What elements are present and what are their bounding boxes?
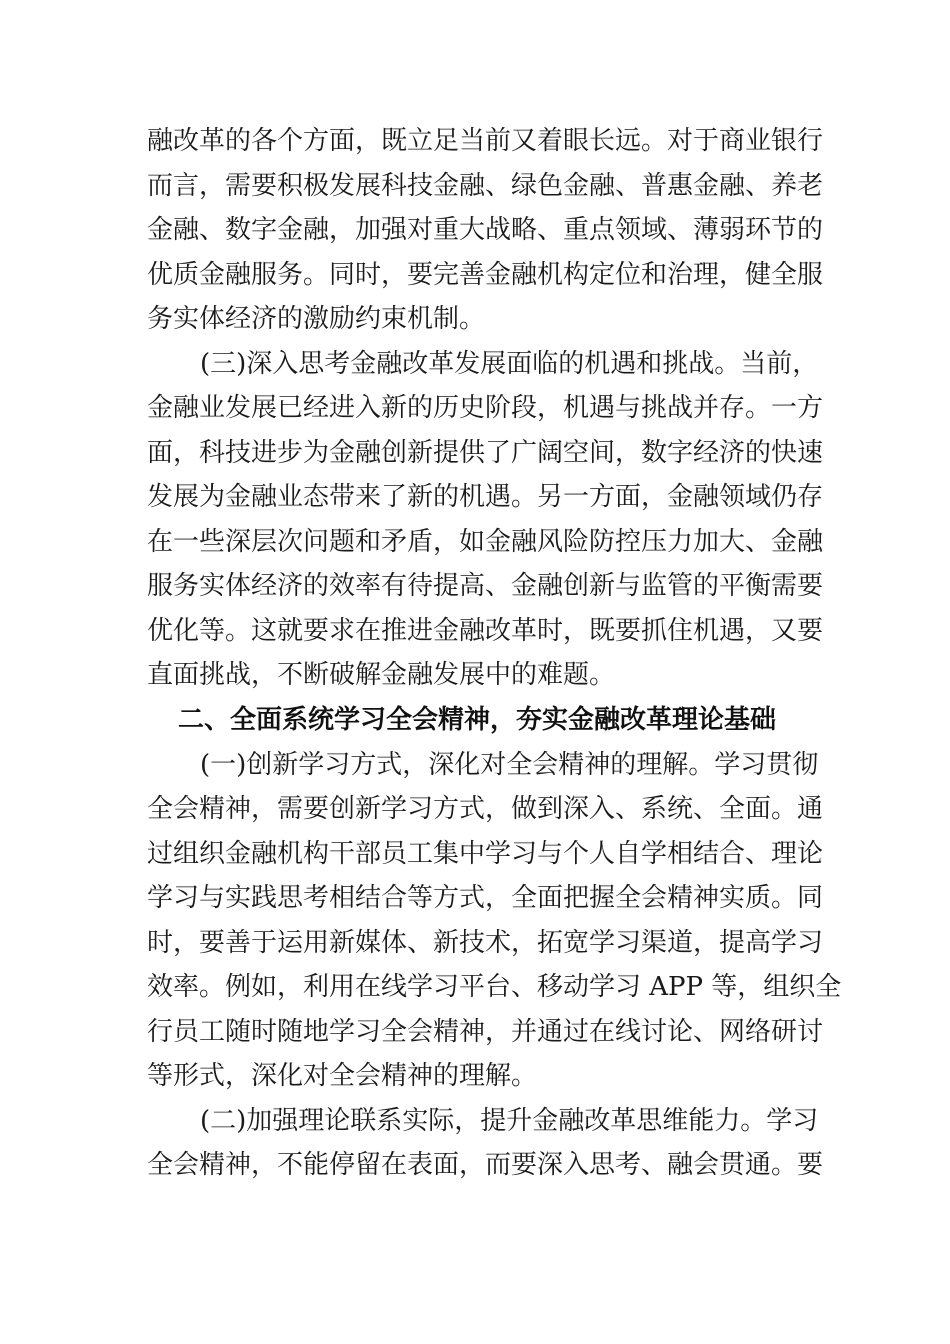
text-line: 融改革的各个方面，既立足当前又着眼长远。对于商业银行 — [147, 126, 824, 156]
text-line: 行员工随时随地学习全会精神，并通过在线讨论、网络研讨 — [147, 1017, 824, 1047]
text-line: 务实体经济的激励约束机制。 — [147, 304, 486, 334]
text-line: (一)创新学习方式，深化对全会精神的理解。学习贯彻 — [200, 750, 819, 780]
text-line: 优质金融服务。同时，要完善金融机构定位和治理，健全服 — [147, 260, 824, 290]
text-line: 全会精神，需要创新学习方式，做到深入、系统、全面。通 — [147, 794, 824, 824]
text-line: 在一些深层次问题和矛盾，如金融风险防控压力加大、金融 — [147, 527, 824, 557]
text-line: 直面挑战，不断破解金融发展中的难题。 — [147, 660, 616, 690]
text-line: 服务实体经济的效率有待提高、金融创新与监管的平衡需要 — [147, 571, 824, 601]
section-heading: 二、全面系统学习全会精神，夯实金融改革理论基础 — [177, 705, 776, 735]
text-line: (二)加强理论联系实际，提升金融改革思维能力。学习 — [200, 1106, 819, 1136]
text-line: 等形式，深化对全会精神的理解。 — [147, 1061, 538, 1091]
text-line: 金融业发展已经进入新的历史阶段，机遇与挑战并存。一方 — [147, 393, 824, 423]
text-line: 学习与实践思考相结合等方式，全面把握全会精神实质。同 — [147, 883, 824, 913]
text-line: 面，科技进步为金融创新提供了广阔空间，数字经济的快速 — [147, 438, 824, 468]
text-line: 优化等。这就要求在推进金融改革时，既要抓住机遇，又要 — [147, 616, 824, 646]
text-line: 时，要善于运用新媒体、新技术，拓宽学习渠道，提高学习 — [147, 928, 824, 958]
text-line: (三)深入思考金融改革发展面临的机遇和挑战。当前， — [200, 349, 819, 379]
text-line: 效率。例如，利用在线学习平台、移动学习 APP 等，组织全 — [147, 972, 842, 1002]
text-line: 发展为金融业态带来了新的机遇。另一方面，金融领域仍存 — [147, 482, 824, 512]
text-line: 全会精神，不能停留在表面，而要深入思考、融会贯通。要 — [147, 1150, 824, 1180]
text-line: 而言，需要积极发展科技金融、绿色金融、普惠金融、养老 — [147, 171, 824, 201]
text-line: 金融、数字金融，加强对重大战略、重点领域、薄弱环节的 — [147, 215, 824, 245]
text-line: 过组织金融机构干部员工集中学习与个人自学相结合、理论 — [147, 839, 824, 869]
